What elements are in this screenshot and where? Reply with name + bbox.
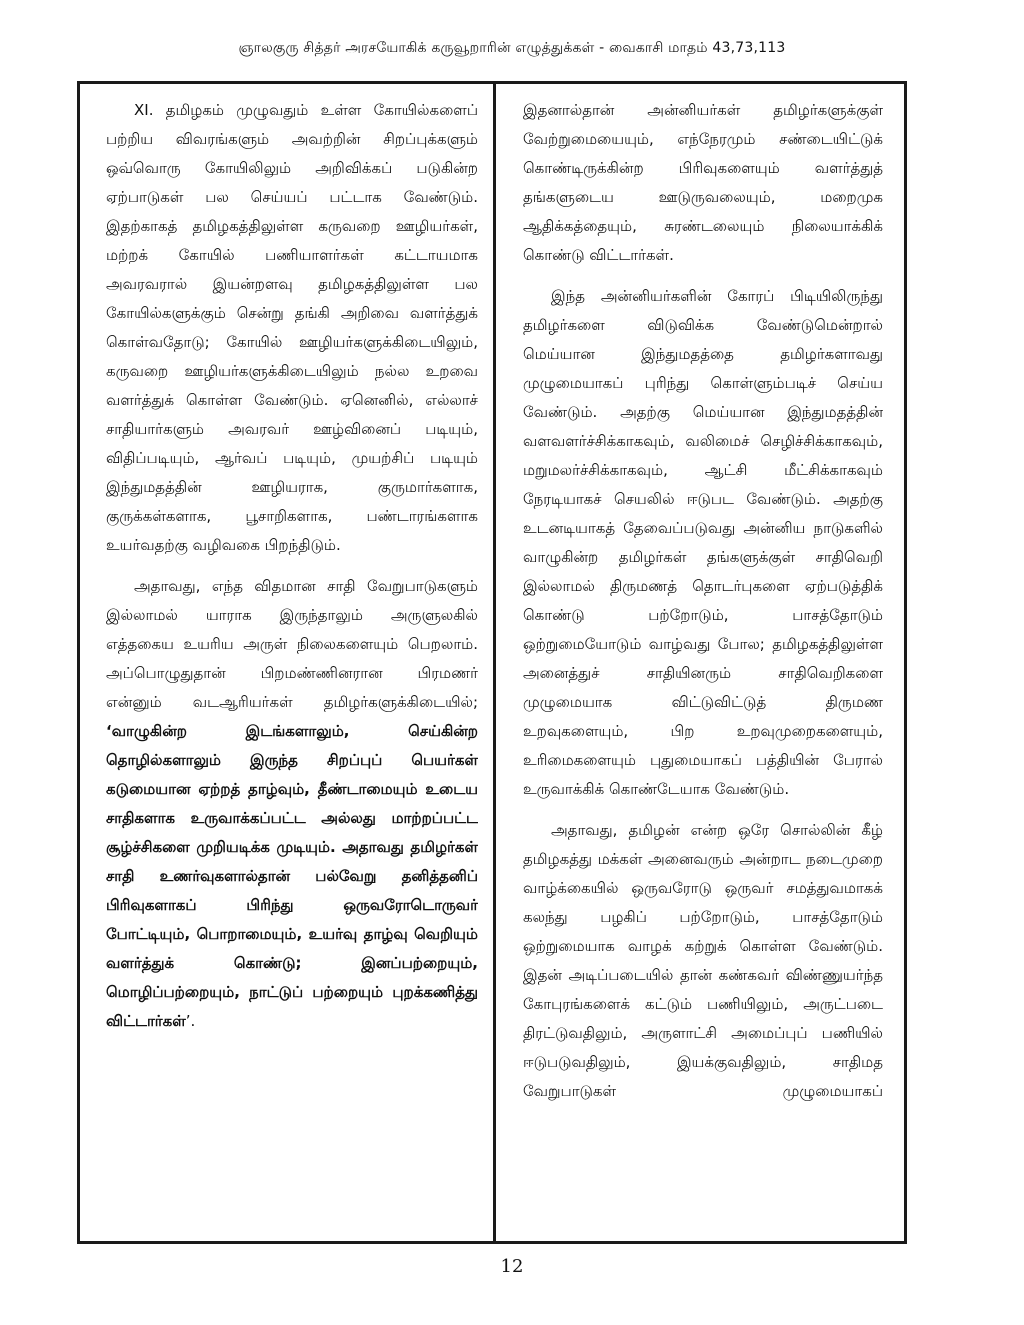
column-divider [493, 84, 496, 1241]
right-column [523, 96, 883, 1233]
paragraph-liberation: இந்த அன்னியர்களின் கோரப் பிடியிலிருந்து தமிழர்களை விடுவிக்க வேண்டுமென்றால் மெய்யான இந்துமதத்தை தமிழர்களாவது முழுமையாகப் புரிந்து கொள்ளும்படிச் செய்ய வேண்டும். அதற்கு மெய்யான இந்துமதத்தின் வளவளர்ச்சிக்காகவும், வலிமைச் செழிச்சிக்காகவும், மறுமலர்ச்சிக்காகவும், ஆட்சி மீட்சிக்காகவும் நேரடியாகச் செயலில் ஈடுபட வேண்டும். அதற்கு உடனடியாகத் தேவைப்படுவது அன்னிய நாடுகளில் வாழுகின்ற தமிழர்கள் தங்களுக்குள் சாதிவெறி இல்லாமல் திருமணத் தொடர்புகளை ஏற்படுத்திக் கொண்டு பற்றோடும், பாசத்தோடும் ஒற்றுமையோடும் வாழ்வது போல; தமிழகத்திலுள்ள அனைத்துச் சாதியினரும் சாதிவெறிகளை முழுமையாக விட்டுவிட்டுத் திருமண உறவுகளையும், பிற உறவுமுறைகளையும், உரிமைகளையும் புதுமையாகப் பத்தியின் பேரால் உருவாக்கிக் கொண்டேயாக வேண்டும். [523, 287, 883, 798]
bold-quote: ‘வாழுகின்ற இடங்களாலும், செய்கின்ற தொழில்களாலும் இருந்த சிறப்புப் பெயர்கள் கடுமையான ஏற்றத் தாழ்வும், தீண்டாமையும் உடைய சாதிகளாக உருவாக்கப்பட்ட அல்லது மாற்றப்பட்ட சூழ்ச்சிகளை முறியடிக்க முடியும். அதாவது தமிழர்கள் சாதி உணர்வுகளால்தான் பல்வேறு தனித்தனிப் பிரிவுகளாகப் பிரிந்து ஒருவரோடொருவர் போட்டியும், பொறாமையும், உயர்வு தாழ்வு வெறியும் வளர்த்துக் கொண்டு; இனப்பற்றையும், மொழிப்பற்றையும், நாட்டுப் பற்றையும் புறக்கணித்து விட்டார்கள் [106, 722, 478, 1030]
paragraph-caste [106, 572, 478, 1036]
running-header: ஞாலகுரு சித்தர் அரசயோகிக் கருவூறாரின் எழுத்துக்கள் - வைகாசி மாதம் 43,73,113 [238, 40, 786, 56]
page-frame [77, 81, 907, 1244]
paragraph-xi: XI. தமிழகம் முழுவதும் உள்ள கோயில்களைப் பற்றிய விவரங்களும் அவற்றின் சிறப்புக்களும் ஒவ்வொரு கோயிலிலும் அறிவிக்கப் படுகின்ற ஏற்பாடுகள் பல செய்யப் பட்டாக வேண்டும். இதற்காகத் தமிழகத்திலுள்ள கருவறை ஊழியர்கள், மற்றக் கோயில் பணியாளர்கள் கட்டாயமாக அவரவரால் இயன்றளவு தமிழகத்திலுள்ள பல கோயில்களுக்கும் சென்று தங்கி அறிவை வளர்த்துக் கொள்வதோடு; கோயில் ஊழியர்களுக்கிடையிலும், கருவறை ஊழியர்களுக்கிடையிலும் நல்ல உறவை வளர்த்துக் கொள்ள வேண்டும். ஏனெனில், எல்லாச் சாதியார்களும் அவரவர் ஊழ்வினைப் படியும், விதிப்படியும், ஆர்வப் படியும், முயற்சிப் படியும் இந்துமதத்தின் ஊழியராக, குருமார்களாக, குருக்கள்களாக, பூசாறிகளாக, பண்டாரங்களாக உயர்வதற்கு வழிவகை பிறந்திடும். [106, 101, 478, 554]
left-column [106, 96, 478, 1233]
quote-end: ’. [185, 1012, 196, 1030]
paragraph-caste-intro: அதாவது, எந்த விதமான சாதி வேறுபாடுகளும் இல்லாமல் யாராக இருந்தாலும் அருளுலகில் எத்தகைய உயரிய அருள் நிலைகளையும் பெறலாம். அப்பொழுதுதான் பிறமண்ணினரான பிரமணர் என்னும் வடஆரியர்கள் தமிழர்களுக்கிடையில்; [106, 577, 478, 711]
paragraph-tamilan: அதாவது, தமிழன் என்ற ஒரே சொல்லின் கீழ் தமிழகத்து மக்கள் அனைவரும் அன்றாட நடைமுறை வாழ்க்கையில் ஒருவரோடு ஒருவர் சமத்துவமாகக் கலந்து பழகிப் பற்றோடும், பாசத்தோடும் ஒற்றுமையாக வாழக் கற்றுக் கொள்ள வேண்டும். இதன் அடிப்படையில் தான் கண்கவர் விண்ணுயர்ந்த கோபுரங்களைக் கட்டும் பணியிலும், அருட்படை திரட்டுவதிலும், அருளாட்சி அமைப்புப் பணியில் ஈடுபடுவதிலும், இயக்குவதிலும், சாதிமத வேறுபாடுகள் முழுமையாகப் [523, 821, 883, 1100]
paragraph-continued: இதனால்தான் அன்னியர்கள் தமிழர்களுக்குள் வேற்றுமையையும், எந்நேரமும் சண்டையிட்டுக் கொண்டிருக்கின்ற பிரிவுகளையும் வளர்த்துத் தங்களுடைய ஊடுருவலையும், மறைமுக ஆதிக்கத்தையும், சுரண்டலையும் நிலையாக்கிக் கொண்டு விட்டார்கள். [523, 101, 883, 264]
page-number: 12 [500, 1256, 524, 1277]
